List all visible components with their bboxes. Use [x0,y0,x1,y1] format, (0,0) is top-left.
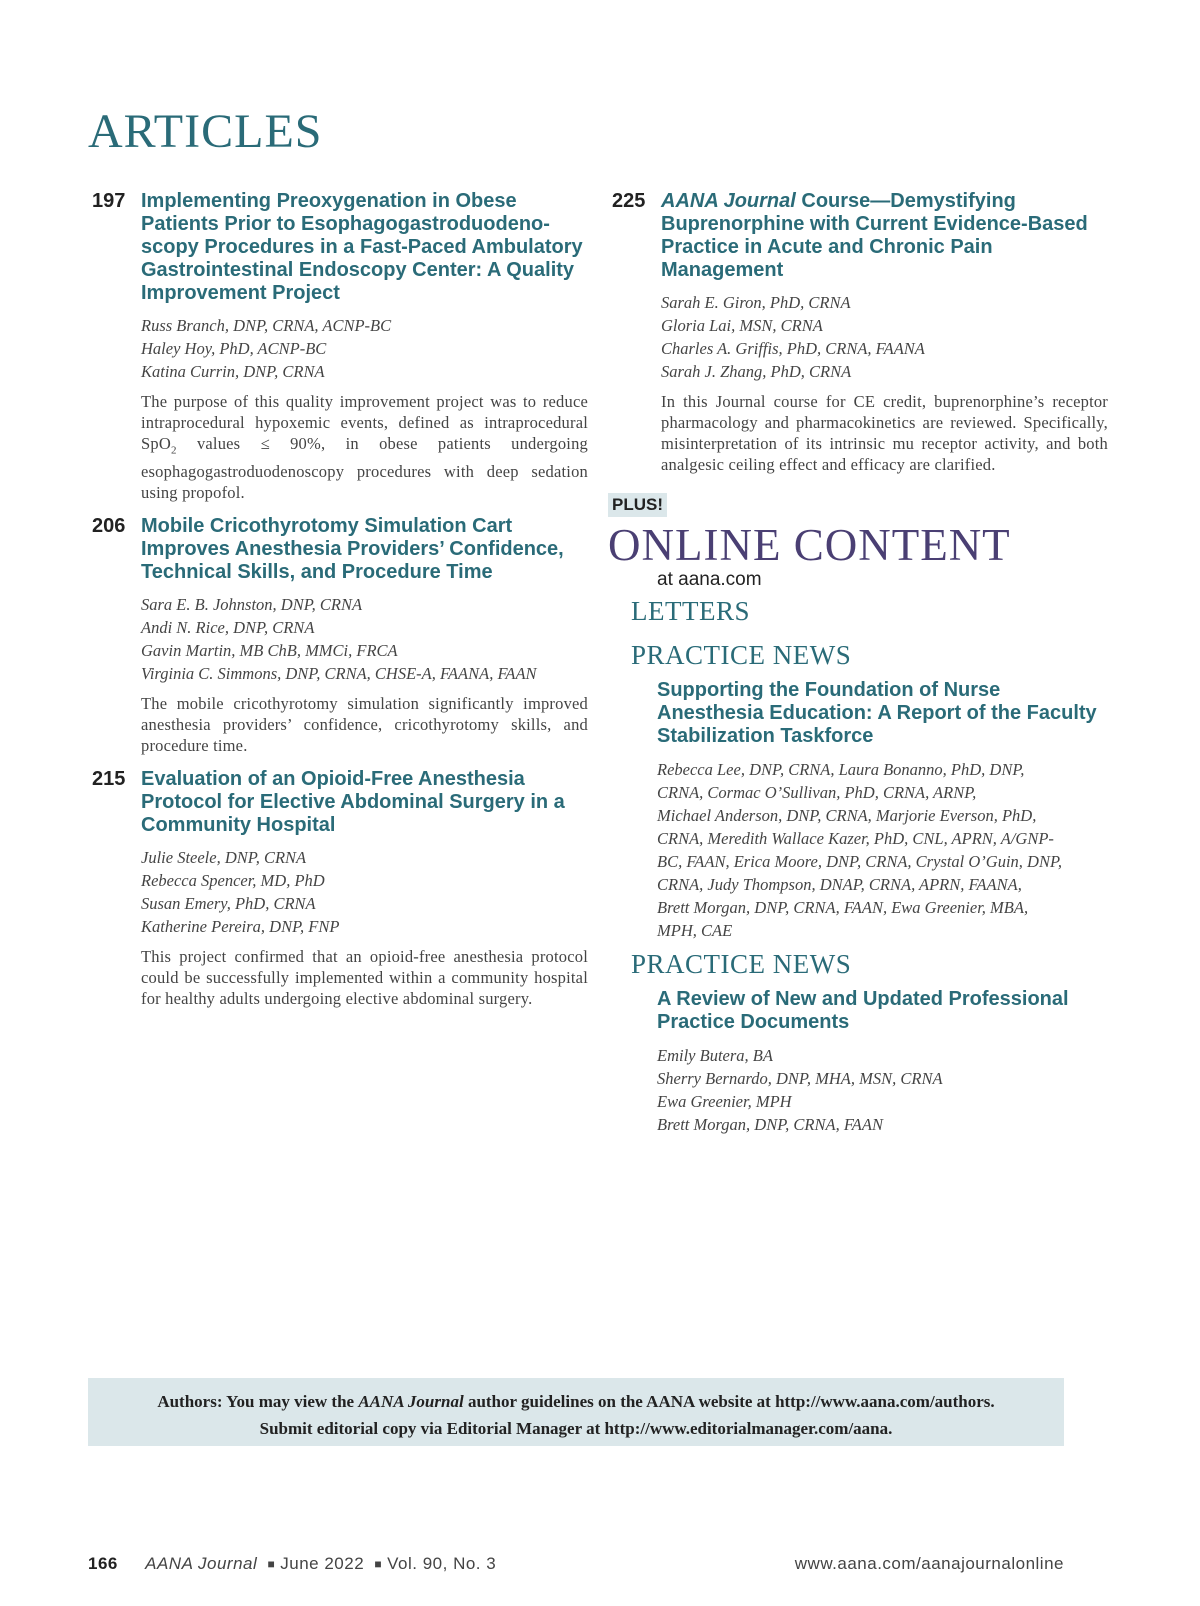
article-206 [88,515,588,756]
online-article-faculty-taskforce [608,679,1108,942]
author: Sarah J. Zhang, PhD, CRNA [661,362,852,381]
articles-right-column [608,190,1108,1140]
author: Brett Morgan, DNP, CRNA, FAAN [657,1115,883,1134]
author-list [141,593,588,685]
author-line: Michael Anderson, DNP, CRNA, Marjorie Everson, PhD, [657,806,1037,825]
author: Katherine Pereira, DNP, FNP [141,917,340,937]
article-title[interactable]: Implementing Preoxygenation in Obese Patients Prior to Esophagogastroduodeno-scopy Procedures in a Fast-Paced Ambulatory Gastrointestinal Endoscopy Center: A Quality Improvement Project [141,190,583,304]
author-list [657,758,1108,942]
article-abstract: The mobile cricothyrotomy simulation significantly improved anesthesia providers’ confidence, cricothyrotomy skills, and procedure time. [141,694,588,756]
article-abstract: This project confirmed that an opioid-free anesthesia protocol could be successfully implemented within a community hospital for healthy adults undergoing elective abdominal surgery. [141,947,588,1009]
author: Andi N. Rice, DNP, CRNA [141,618,315,638]
author-guidelines-box [88,1378,1064,1446]
author: Sarah E. Giron, PhD, CRNA [661,293,851,312]
letters-heading[interactable]: LETTERS [631,596,750,626]
author-list [141,314,588,383]
article-page-number: 225 [612,190,646,212]
article-215 [88,768,588,1009]
footer-volume: Vol. 90, No. 3 [387,1554,497,1573]
author-line: BC, FAAN, Erica Moore, DNP, CRNA, Crystal O’Guin, DNP, [657,852,1063,871]
separator-square-icon: ■ [374,1557,383,1571]
article-page-number: 206 [92,515,126,538]
article-title[interactable]: Mobile Cricothyrotomy Simulation Cart Improves Anesthesia Providers’ Confidence, Technical Skills, and Procedure Time [141,515,564,584]
author: Virginia C. Simmons, DNP, CRNA, CHSE-A, FAANA, FAAN [141,664,537,684]
separator-square-icon: ■ [267,1557,276,1571]
author: Charles A. Griffis, PhD, CRNA, FAANA [661,339,925,358]
author: Emily Butera, BA [657,1046,773,1065]
plus-badge: PLUS! [608,493,667,517]
article-page-number: 215 [92,768,126,791]
online-article-title[interactable]: A Review of New and Updated Professional Practice Documents [657,988,1069,1033]
author: Haley Hoy, PhD, ACNP-BC [141,339,327,358]
article-225 [608,190,1108,475]
author-line: Rebecca Lee, DNP, CRNA, Laura Bonanno, PhD, DNP, [657,760,1025,779]
author-line: CRNA, Cormac O’Sullivan, PhD, CRNA, ARNP, [657,783,977,802]
article-abstract: In this Journal course for CE credit, buprenorphine’s receptor pharmacology and pharmacokinetics are reviewed. Specifically, misinterpretation of its intrinsic mu receptor activity, and both analgesic ceiling effect and efficacy are clarified. [661,392,1108,474]
online-article-practice-documents [608,988,1108,1136]
online-content-subtitle[interactable]: at aana.com [657,569,762,590]
author: Gavin Martin, MB ChB, MMCi, FRCA [141,641,398,661]
author: Gloria Lai, MSN, CRNA [661,316,823,335]
article-page-number: 197 [92,190,126,212]
page-footer [88,1554,1064,1574]
article-title[interactable]: AANA Journal Course—Demystifying Buprenorphine with Current Evidence-Based Practice in Acute and Chronic Pain Management [661,190,1088,281]
author: Russ Branch, DNP, CRNA, ACNP-BC [141,316,392,335]
online-content-title: ONLINE CONTENT [608,520,1011,570]
author-line: Brett Morgan, DNP, CRNA, FAAN, Ewa Greenier, MBA, [657,898,1029,917]
footer-page-number: 166 [88,1554,118,1573]
author-line: CRNA, Judy Thompson, DNAP, CRNA, APRN, FAANA, [657,875,1022,894]
author-guidelines-line-1: Authors: You may view the AANA Journal author guidelines on the AANA website at http://www.aana.com/authors. [157,1392,995,1411]
author: Sherry Bernardo, DNP, MHA, MSN, CRNA [657,1069,943,1088]
author: Susan Emery, PhD, CRNA [141,894,316,914]
author: Sara E. B. Johnston, DNP, CRNA [141,595,363,615]
author-guidelines-line-2: Submit editorial copy via Editorial Manager at http://www.editorialmanager.com/aana. [259,1419,893,1438]
articles-left-column [88,190,588,1021]
section-title: ARTICLES [88,105,323,158]
practice-news-heading: PRACTICE NEWS [631,640,852,670]
article-197 [88,190,588,503]
author: Ewa Greenier, MPH [657,1092,792,1111]
footer-url-link[interactable]: www.aana.com/aanajournalonline [794,1554,1064,1573]
footer-date: June 2022 [280,1554,365,1573]
author-list [657,1044,1108,1136]
author: Julie Steele, DNP, CRNA [141,848,307,868]
author: Rebecca Spencer, MD, PhD [141,871,325,891]
online-article-title[interactable]: Supporting the Foundation of Nurse Anesthesia Education: A Report of the Faculty Stabilization Taskforce [657,679,1097,747]
author-line: CRNA, Meredith Wallace Kazer, PhD, CNL, APRN, A/GNP- [657,829,1054,848]
author: Katina Currin, DNP, CRNA [141,362,325,381]
practice-news-heading: PRACTICE NEWS [631,949,852,979]
article-abstract: The purpose of this quality improvement project was to reduce intraprocedural hypoxemic events, defined as intraprocedural SpO$_2$ values ≤ 90%, in obese patients undergoing esophagogastroduodenoscopy procedures with deep sedation using propofol. [141,392,588,503]
article-title[interactable]: Evaluation of an Opioid-Free Anesthesia Protocol for Elective Abdominal Surgery in a Community Hospital [141,768,565,837]
author-line: MPH, CAE [657,921,733,940]
author-list [661,291,1108,383]
footer-journal-name: AANA Journal [145,1554,258,1573]
author-list [141,846,588,938]
